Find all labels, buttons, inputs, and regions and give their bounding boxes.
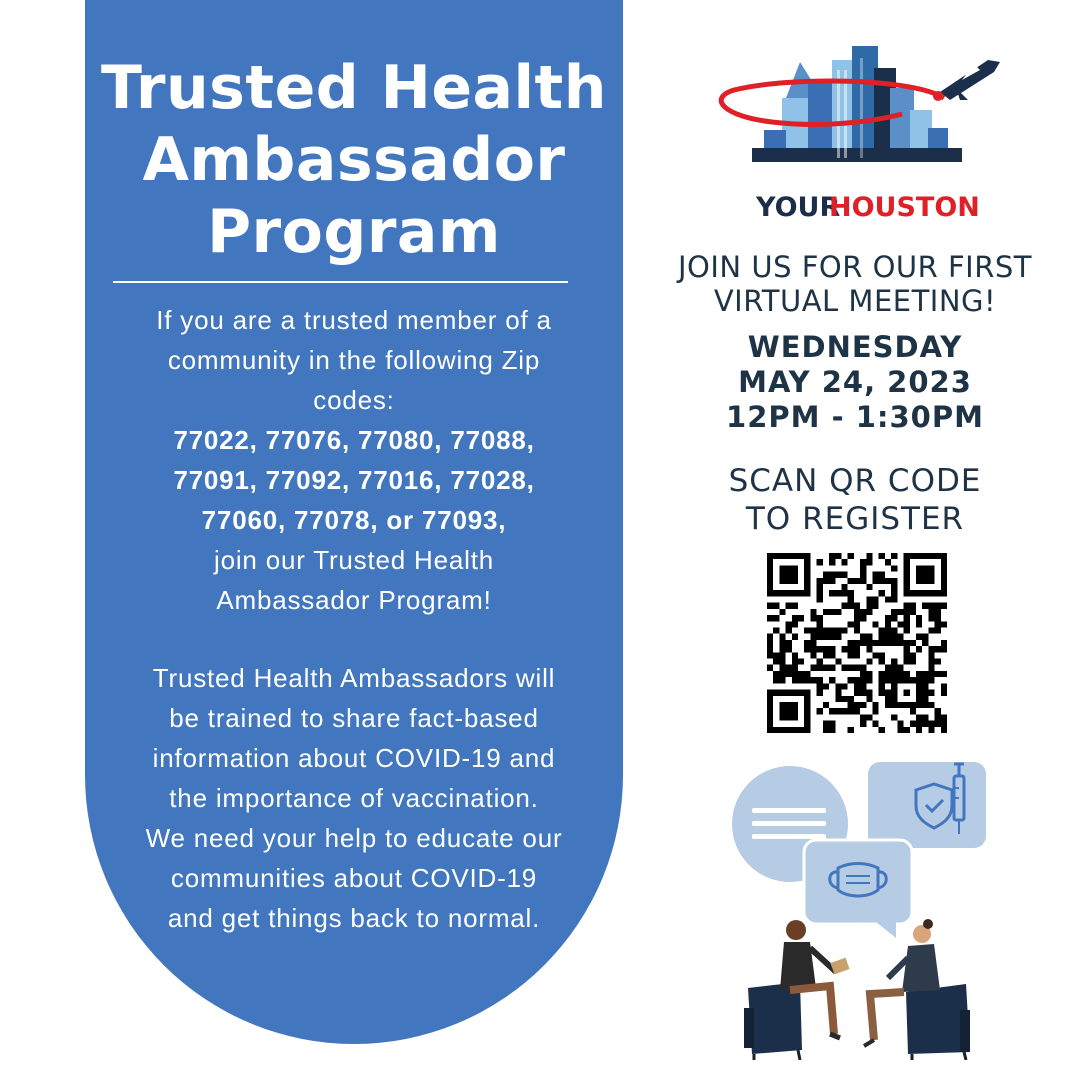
meeting-time: 12PM - 1:30PM [726, 400, 984, 434]
title-line: Trusted Health [101, 53, 607, 123]
intro-paragraph [100, 300, 608, 620]
register-instruction [660, 462, 1050, 538]
meeting-day: WEDNESDAY [747, 330, 963, 364]
description-line: be trained to share fact-based [169, 703, 539, 733]
register-line: TO REGISTER [745, 501, 965, 537]
your-houston-logo [712, 40, 1004, 230]
description-line: and get things back to normal. [167, 903, 541, 933]
zip-code-line: 77060, 77078, or 77093, [201, 505, 507, 535]
skyline-icon [752, 46, 962, 162]
join-program-line: Ambassador Program! [216, 585, 492, 615]
intro-line: codes: [313, 385, 395, 415]
logo-word-your: YOUR [756, 192, 841, 223]
conversation-illustration [730, 758, 990, 1060]
description-line: Trusted Health Ambassadors will [152, 663, 556, 693]
title-divider [113, 281, 568, 283]
zip-code-line: 77091, 77092, 77016, 77028, [173, 465, 535, 495]
join-line: JOIN US FOR OUR FIRST [678, 250, 1032, 284]
logo-word-houston: HOUSTON [829, 192, 980, 223]
description-line: information about COVID-19 and [152, 743, 556, 773]
zip-code-line: 77022, 77076, 77080, 77088, [173, 425, 535, 455]
register-line: SCAN QR CODE [728, 463, 982, 499]
meeting-date: MAY 24, 2023 [738, 365, 972, 399]
program-title [85, 52, 623, 268]
join-meeting-heading [660, 250, 1050, 318]
intro-line: If you are a trusted member of a [156, 305, 552, 335]
qr-code-icon[interactable] [767, 553, 947, 733]
description-line: We need your help to educate our [145, 823, 563, 853]
meeting-datetime [660, 330, 1050, 435]
join-program-line: join our Trusted Health [214, 545, 494, 575]
title-line: Ambassador [142, 125, 566, 195]
join-line: VIRTUAL MEETING! [713, 284, 997, 318]
intro-line: community in the following Zip [167, 345, 541, 375]
description-line: the importance of vaccination. [169, 783, 539, 813]
ambassador-description [100, 658, 608, 938]
title-line: Program [207, 197, 501, 267]
two-people-talking [744, 919, 970, 1060]
description-line: communities about COVID-19 [170, 863, 538, 893]
